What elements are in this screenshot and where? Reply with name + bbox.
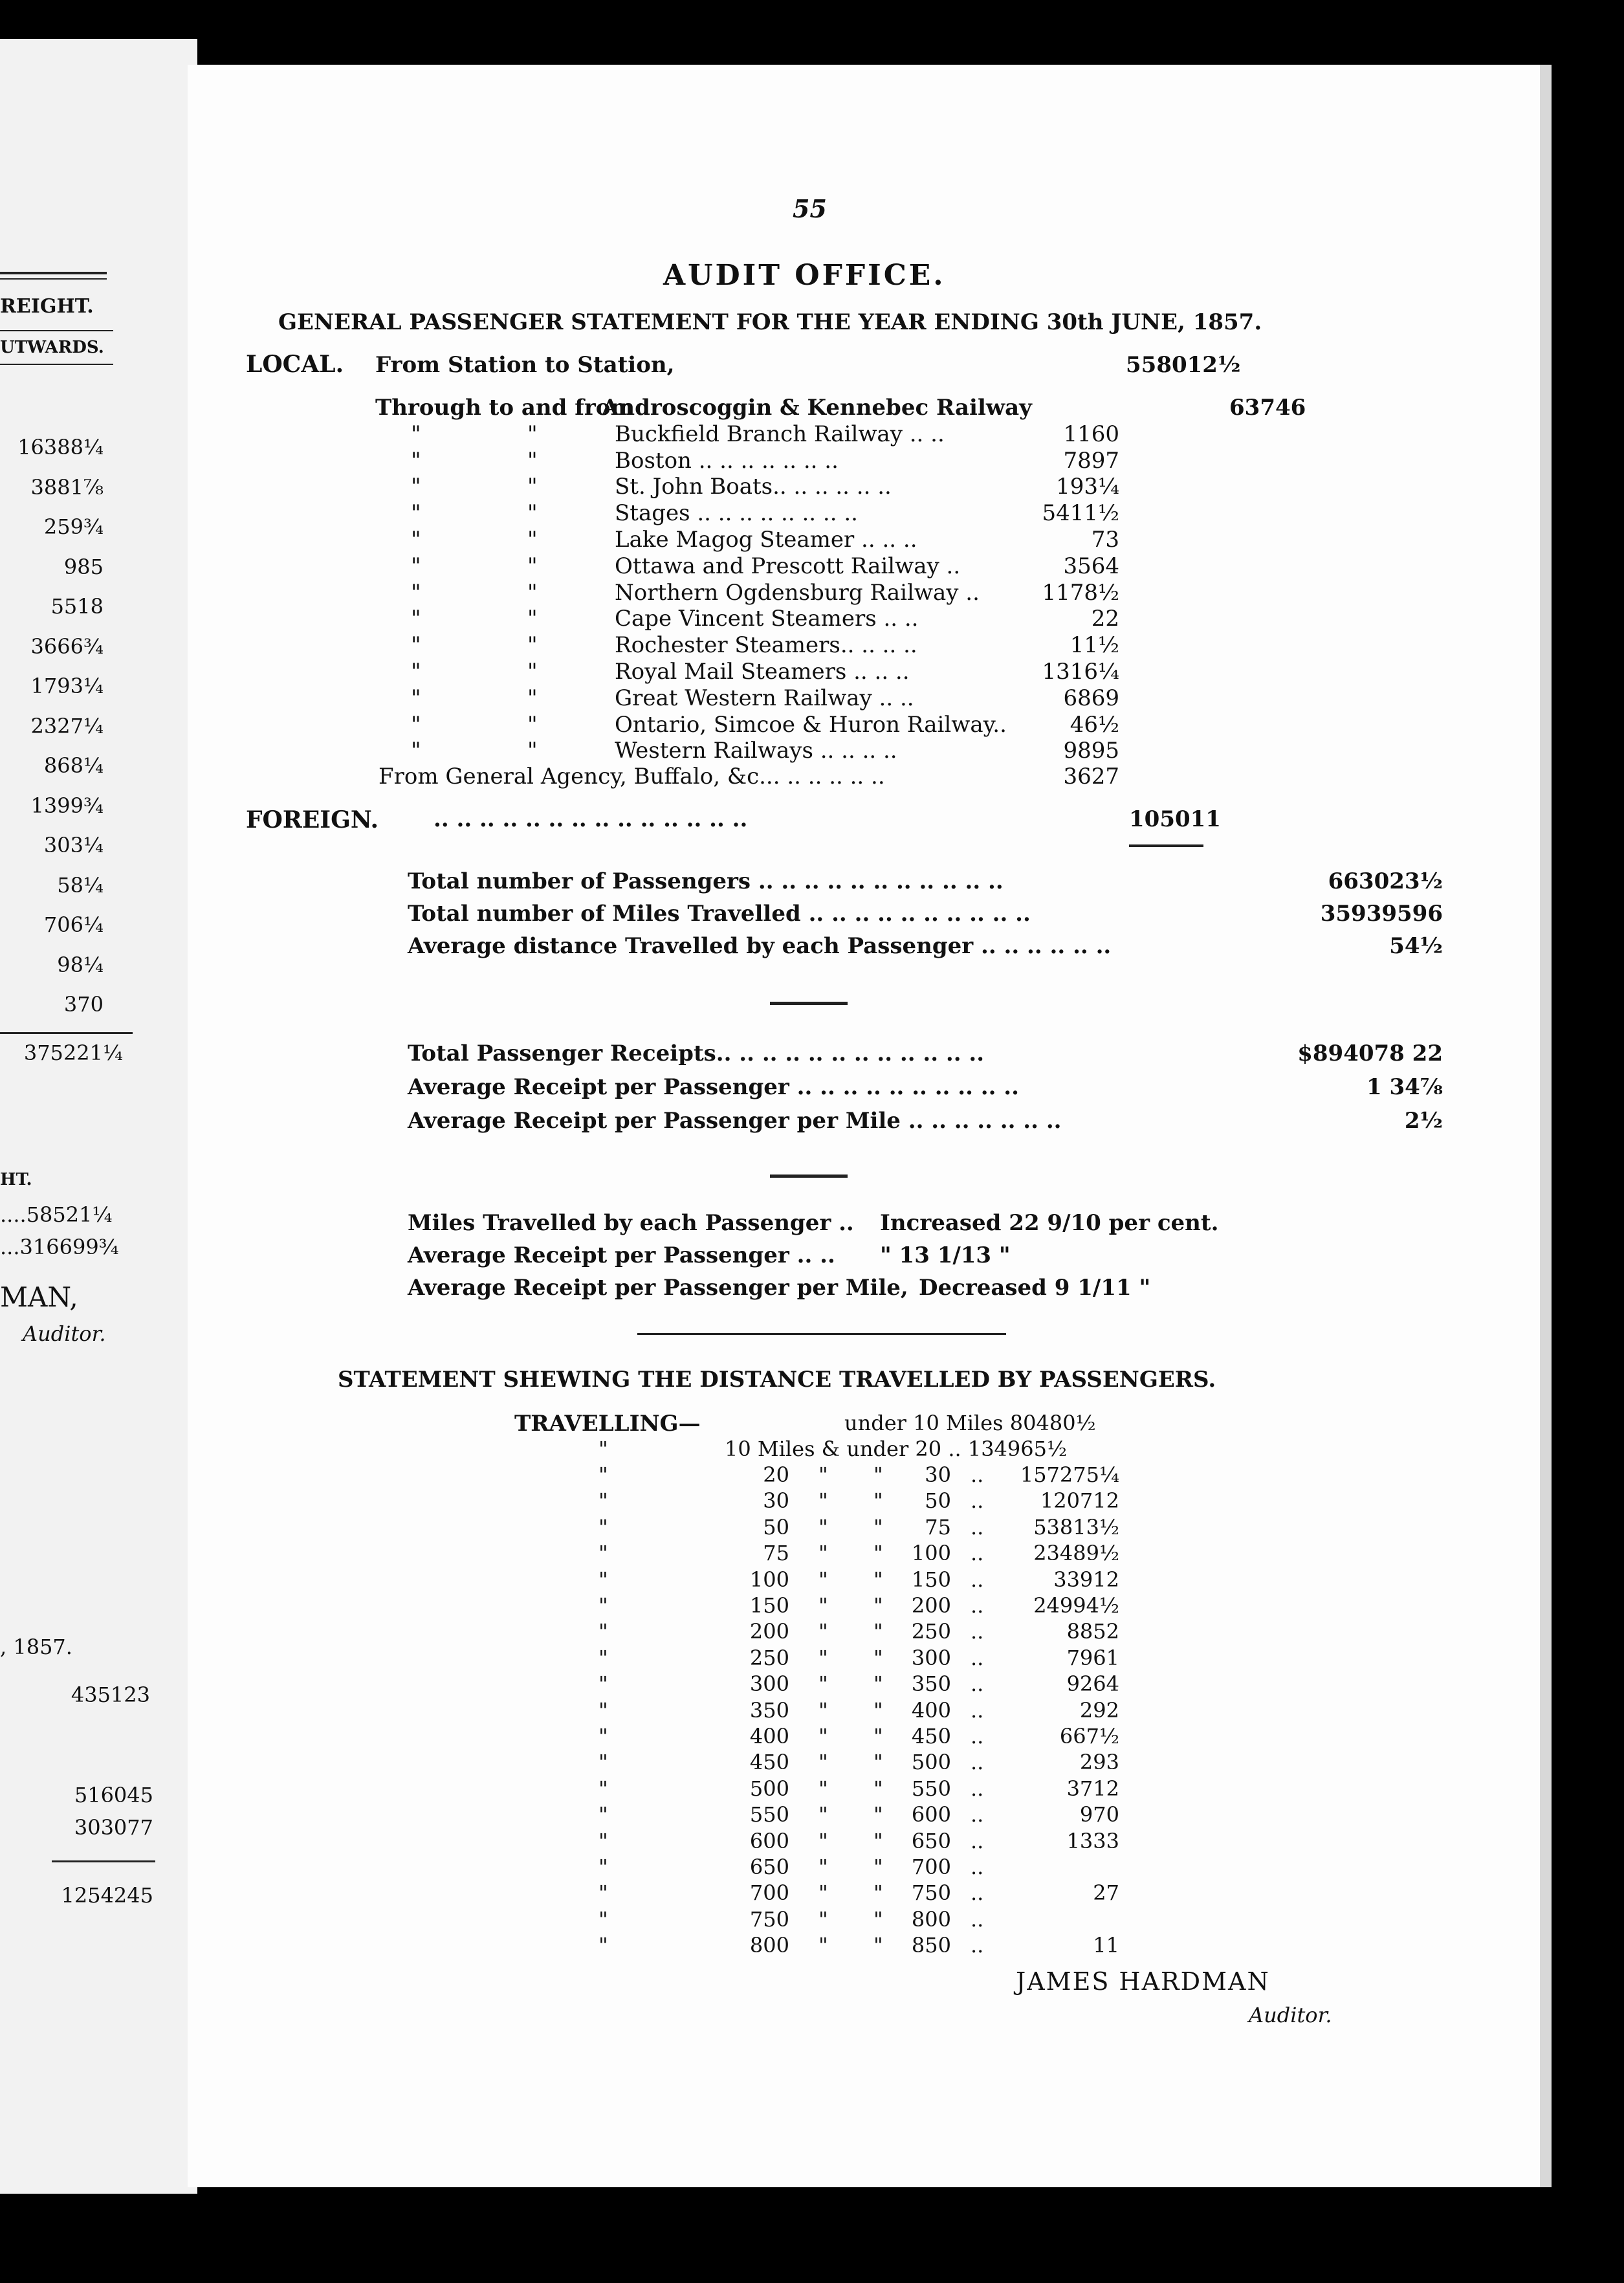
distance-from: 50 xyxy=(763,1514,789,1539)
ditto-mark: " xyxy=(818,1619,828,1644)
ditto-mark: " xyxy=(598,1855,608,1879)
distance-second-row: 10 Miles & under 20 .. 134965½ xyxy=(725,1437,1067,1461)
ditto-mark: " xyxy=(411,500,421,527)
ht-label: HT. xyxy=(0,1170,32,1189)
route-value: 1178½ xyxy=(1042,579,1119,606)
ditto-mark: " xyxy=(598,1724,608,1748)
freight-heading: REIGHT. xyxy=(0,295,94,318)
ditto-mark: " xyxy=(818,1776,828,1801)
total-label: Total number of Miles Travelled .. .. .. .. .. .. .. .. .. .. xyxy=(408,901,1031,927)
outwards-heading: UTWARDS. xyxy=(0,338,104,357)
divider xyxy=(0,278,107,280)
ditto-mark: " xyxy=(527,685,538,711)
dot-leader: .. xyxy=(971,1828,984,1853)
distance-value: 33912 xyxy=(1053,1567,1119,1592)
ditto-mark: " xyxy=(598,1750,608,1775)
change-value: Increased 22 9/10 per cent. xyxy=(880,1210,1219,1236)
freight-value: 16388¼ xyxy=(17,435,104,459)
ditto-mark: " xyxy=(818,1828,828,1853)
route-value: 63746 xyxy=(1229,395,1306,421)
route-value: 3564 xyxy=(1063,553,1119,579)
distance-from: 550 xyxy=(749,1802,789,1827)
route-name: Ontario, Simcoe & Huron Railway.. xyxy=(615,711,1007,738)
ditto-mark: " xyxy=(411,606,421,632)
ditto-mark: " xyxy=(411,659,421,685)
distance-from: 75 xyxy=(763,1541,789,1566)
dot-leader: .. xyxy=(971,1933,984,1958)
freight-value: 1399¾ xyxy=(30,793,104,818)
local-label: LOCAL. xyxy=(246,351,344,378)
ditto-mark: " xyxy=(873,1933,883,1958)
change-label: Average Receipt per Passenger .. .. xyxy=(408,1242,835,1268)
divider xyxy=(770,1002,848,1005)
ditto-mark: " xyxy=(527,421,538,447)
distance-from: 800 xyxy=(749,1933,789,1958)
dot-leader: .. xyxy=(971,1880,984,1906)
distance-value: 27 xyxy=(1093,1880,1119,1906)
ditto-mark: " xyxy=(873,1645,883,1670)
route-value: 1316¼ xyxy=(1042,659,1119,685)
ditto-mark: " xyxy=(527,632,538,659)
main-page xyxy=(188,65,1552,2187)
freight-total: 375221¼ xyxy=(23,1041,123,1065)
man-label: MAN, xyxy=(0,1281,78,1313)
distance-to: 150 xyxy=(911,1567,951,1592)
left-value-1: 435123 xyxy=(71,1682,150,1707)
route-name: Cape Vincent Steamers .. .. xyxy=(615,606,919,632)
distance-from: 200 xyxy=(749,1619,789,1644)
ditto-mark: " xyxy=(818,1933,828,1958)
freight-value: 3881⅞ xyxy=(30,474,104,500)
route-name: Great Western Railway .. .. xyxy=(615,685,914,711)
distance-to: 100 xyxy=(911,1541,951,1566)
ditto-mark: " xyxy=(527,606,538,632)
distance-value: 11 xyxy=(1093,1933,1119,1958)
distance-from: 400 xyxy=(749,1724,789,1748)
distance-value: 9264 xyxy=(1066,1671,1119,1697)
distance-first-row: under 10 Miles 80480½ xyxy=(844,1411,1096,1435)
signature-title: Auditor. xyxy=(1249,2003,1332,2027)
change-label: Average Receipt per Passenger per Mile, xyxy=(408,1275,908,1301)
distance-value: 8852 xyxy=(1066,1619,1119,1644)
through-label: Through to and from xyxy=(375,395,634,421)
ditto-mark: " xyxy=(411,738,421,764)
dot-leader: .. xyxy=(971,1855,984,1879)
ditto-mark: " xyxy=(873,1880,883,1906)
route-name: Stages .. .. .. .. .. .. .. .. xyxy=(615,500,858,527)
dot-leader: .. xyxy=(971,1802,984,1827)
foreign-label: FOREIGN. xyxy=(246,806,379,833)
left-line-2: ...316699¾ xyxy=(0,1235,119,1259)
distance-to: 250 xyxy=(911,1619,951,1644)
distance-from: 150 xyxy=(749,1593,789,1618)
ditto-mark: " xyxy=(818,1462,828,1487)
distance-title: STATEMENT SHEWING THE DISTANCE TRAVELLED BY PASSENGERS. xyxy=(338,1367,1216,1393)
distance-to: 75 xyxy=(925,1514,951,1539)
distance-from: 250 xyxy=(749,1645,789,1670)
ditto-mark: " xyxy=(818,1645,828,1670)
distance-to: 450 xyxy=(911,1724,951,1748)
dot-leader: .. xyxy=(971,1906,984,1932)
route-value: 6869 xyxy=(1063,685,1119,711)
route-value: 7897 xyxy=(1063,447,1119,474)
ditto-mark: " xyxy=(818,1488,828,1514)
left-page-fragment xyxy=(0,39,197,2194)
ditto-mark: " xyxy=(873,1724,883,1748)
ditto-mark: " xyxy=(411,711,421,738)
left-value-3: 303077 xyxy=(74,1815,153,1840)
dot-leader: .. xyxy=(971,1541,984,1566)
ditto-mark: " xyxy=(873,1828,883,1853)
ditto-mark: " xyxy=(873,1593,883,1618)
divider xyxy=(0,1032,133,1034)
dot-leader: .. xyxy=(971,1567,984,1592)
distance-to: 850 xyxy=(911,1933,951,1958)
route-name: Northern Ogdensburg Railway .. xyxy=(615,579,980,606)
ditto-mark: " xyxy=(598,1802,608,1827)
divider xyxy=(770,1175,848,1178)
ditto-mark: " xyxy=(527,659,538,685)
ditto-mark: " xyxy=(818,1880,828,1906)
ditto-mark: " xyxy=(598,1541,608,1566)
route-name: St. John Boats.. .. .. .. .. .. xyxy=(615,474,892,500)
distance-value: 53813½ xyxy=(1033,1514,1119,1539)
total-label: Average distance Travelled by each Passenger .. .. .. .. .. .. xyxy=(408,933,1112,959)
distance-to: 550 xyxy=(911,1776,951,1801)
ditto-mark: " xyxy=(873,1750,883,1775)
divider xyxy=(52,1860,155,1862)
station-to-station-value: 558012½ xyxy=(1126,352,1241,378)
distance-value: 293 xyxy=(1079,1750,1119,1775)
page-number: 55 xyxy=(793,194,827,223)
freight-value: 2327¼ xyxy=(30,713,104,738)
ditto-mark: " xyxy=(598,1880,608,1906)
ditto-mark: " xyxy=(411,474,421,500)
route-value: 22 xyxy=(1091,606,1119,632)
divider xyxy=(0,364,113,365)
dot-leader: .. xyxy=(971,1776,984,1801)
ditto-mark: " xyxy=(527,500,538,527)
distance-from: 700 xyxy=(749,1880,789,1906)
divider xyxy=(1129,844,1203,847)
route-value: 5411½ xyxy=(1042,500,1119,527)
ditto-mark: " xyxy=(527,579,538,606)
ditto-mark: " xyxy=(818,1750,828,1775)
ditto-mark: " xyxy=(818,1593,828,1618)
freight-value: 3666¾ xyxy=(30,634,104,659)
change-value: " 13 1/13 " xyxy=(880,1242,1011,1268)
statement-title: GENERAL PASSENGER STATEMENT FOR THE YEAR ENDING 30th JUNE, 1857. xyxy=(278,309,1262,335)
distance-to: 600 xyxy=(911,1802,951,1827)
divider xyxy=(637,1333,1006,1335)
distance-value: 3712 xyxy=(1066,1776,1119,1801)
station-to-station-label: From Station to Station, xyxy=(375,352,675,378)
distance-from: 20 xyxy=(763,1462,789,1487)
ditto-mark: " xyxy=(598,1671,608,1697)
ditto-mark: " xyxy=(873,1906,883,1932)
ditto-mark: " xyxy=(873,1462,883,1487)
ditto-mark: " xyxy=(598,1906,608,1932)
distance-from: 450 xyxy=(749,1750,789,1775)
distance-from: 600 xyxy=(749,1828,789,1853)
signature-name: JAMES HARDMAN xyxy=(1016,1967,1270,1996)
ditto-mark: " xyxy=(873,1514,883,1539)
receipt-label: Total Passenger Receipts.. .. .. .. .. .. .. .. .. .. .. .. xyxy=(408,1041,985,1066)
ditto-mark: " xyxy=(873,1488,883,1514)
office-title: AUDIT OFFICE. xyxy=(663,259,946,292)
distance-from: 350 xyxy=(749,1697,789,1723)
distance-from: 500 xyxy=(749,1776,789,1801)
route-name: Rochester Steamers.. .. .. .. xyxy=(615,632,917,659)
ditto-mark: " xyxy=(818,1541,828,1566)
route-value: 9895 xyxy=(1063,738,1119,764)
distance-from: 650 xyxy=(749,1855,789,1879)
ditto-mark: " xyxy=(818,1697,828,1723)
freight-value: 303¼ xyxy=(43,833,104,857)
change-label: Miles Travelled by each Passenger .. xyxy=(408,1210,854,1236)
total-label: Total number of Passengers .. .. .. .. .. .. .. .. .. .. .. xyxy=(408,868,1004,894)
ditto-mark: " xyxy=(598,1697,608,1723)
ditto-mark: " xyxy=(873,1541,883,1566)
distance-value: 667½ xyxy=(1059,1724,1119,1748)
agency-value: 3627 xyxy=(1063,764,1119,789)
distance-value: 7961 xyxy=(1066,1645,1119,1670)
ditto-mark: " xyxy=(598,1828,608,1853)
total-value: 35939596 xyxy=(1320,901,1443,927)
ditto-mark: " xyxy=(411,553,421,579)
ditto-mark: " xyxy=(598,1619,608,1644)
route-name: Western Railways .. .. .. .. xyxy=(615,738,897,764)
dot-leader: .. xyxy=(971,1750,984,1775)
receipt-value: 1 34⅞ xyxy=(1366,1074,1443,1100)
ditto-mark: " xyxy=(598,1462,608,1487)
distance-to: 50 xyxy=(925,1488,951,1514)
distance-value: 157275¼ xyxy=(1020,1462,1119,1487)
ditto-mark: " xyxy=(598,1776,608,1801)
ditto-mark: " xyxy=(818,1514,828,1539)
ditto-mark: " xyxy=(411,421,421,447)
total-value: 663023½ xyxy=(1328,868,1443,894)
dot-leader: .. xyxy=(971,1514,984,1539)
ditto-mark: " xyxy=(818,1567,828,1592)
ditto-mark: " xyxy=(411,632,421,659)
travelling-label: TRAVELLING— xyxy=(514,1411,701,1437)
ditto-mark: " xyxy=(527,553,538,579)
ditto-mark: " xyxy=(527,474,538,500)
change-value: Decreased 9 1/11 " xyxy=(919,1275,1151,1301)
receipt-label: Average Receipt per Passenger per Mile .. .. .. .. .. .. .. xyxy=(408,1108,1062,1134)
freight-value: 706¼ xyxy=(43,912,104,937)
ditto-mark: " xyxy=(598,1437,608,1461)
distance-to: 400 xyxy=(911,1697,951,1723)
route-value: 1160 xyxy=(1063,421,1119,447)
distance-to: 800 xyxy=(911,1906,951,1932)
freight-value: 1793¼ xyxy=(30,674,104,698)
dot-leader: .. xyxy=(971,1488,984,1514)
left-value-4: 1254245 xyxy=(61,1883,153,1908)
receipt-value: 2½ xyxy=(1404,1108,1443,1134)
distance-to: 750 xyxy=(911,1880,951,1906)
freight-value: 5518 xyxy=(50,594,104,619)
ditto-mark: " xyxy=(527,447,538,474)
divider xyxy=(0,330,113,331)
freight-value: 370 xyxy=(63,992,104,1017)
ditto-mark: " xyxy=(598,1488,608,1514)
freight-value: 98¼ xyxy=(57,952,104,977)
ditto-mark: " xyxy=(818,1906,828,1932)
route-value: 73 xyxy=(1091,527,1119,553)
dot-leader: .. xyxy=(971,1671,984,1697)
dot-leader: .. xyxy=(971,1697,984,1723)
dot-leader: .. xyxy=(971,1593,984,1618)
distance-from: 750 xyxy=(749,1906,789,1932)
ditto-mark: " xyxy=(818,1802,828,1827)
distance-to: 500 xyxy=(911,1750,951,1775)
ditto-mark: " xyxy=(873,1802,883,1827)
ditto-mark: " xyxy=(527,738,538,764)
foreign-dots: .. .. .. .. .. .. .. .. .. .. .. .. .. .. xyxy=(433,806,748,832)
ditto-mark: " xyxy=(527,527,538,553)
ditto-mark: " xyxy=(598,1645,608,1670)
ditto-mark: " xyxy=(873,1855,883,1879)
route-value: 11½ xyxy=(1070,632,1119,659)
dot-leader: .. xyxy=(971,1645,984,1670)
ditto-mark: " xyxy=(411,447,421,474)
agency-label: From General Agency, Buffalo, &c... .. .. .. .. .. xyxy=(379,764,885,789)
left-value-2: 516045 xyxy=(74,1783,153,1807)
dot-leader: .. xyxy=(971,1619,984,1644)
ditto-mark: " xyxy=(818,1671,828,1697)
ditto-mark: " xyxy=(411,685,421,711)
ditto-mark: " xyxy=(873,1619,883,1644)
divider xyxy=(0,272,107,274)
route-value: 46½ xyxy=(1070,711,1119,738)
freight-value: 985 xyxy=(63,554,104,579)
freight-value: 868¼ xyxy=(43,753,104,778)
ditto-mark: " xyxy=(818,1855,828,1879)
ditto-mark: " xyxy=(873,1697,883,1723)
ditto-mark: " xyxy=(873,1776,883,1801)
distance-value: 292 xyxy=(1079,1697,1119,1723)
left-line-1: ....58521¼ xyxy=(0,1202,113,1227)
total-value: 54½ xyxy=(1389,933,1443,959)
distance-to: 30 xyxy=(925,1462,951,1487)
distance-value: 24994½ xyxy=(1033,1593,1119,1618)
distance-to: 650 xyxy=(911,1828,951,1853)
date-label: , 1857. xyxy=(0,1635,72,1659)
route-name: Buckfield Branch Railway .. .. xyxy=(615,421,945,447)
route-value: 193¼ xyxy=(1056,474,1119,500)
distance-to: 200 xyxy=(911,1593,951,1618)
distance-from: 30 xyxy=(763,1488,789,1514)
receipt-value: $894078 22 xyxy=(1297,1041,1443,1066)
distance-from: 100 xyxy=(749,1567,789,1592)
ditto-mark: " xyxy=(873,1671,883,1697)
distance-to: 300 xyxy=(911,1645,951,1670)
ditto-mark: " xyxy=(598,1933,608,1958)
ditto-mark: " xyxy=(527,711,538,738)
distance-value: 120712 xyxy=(1040,1488,1119,1514)
route-name: Androscoggin & Kennebec Railway xyxy=(602,395,1032,421)
freight-value: 58¼ xyxy=(57,872,104,898)
distance-to: 700 xyxy=(911,1855,951,1879)
dot-leader: .. xyxy=(971,1462,984,1487)
ditto-mark: " xyxy=(411,527,421,553)
distance-from: 300 xyxy=(749,1671,789,1697)
route-name: Ottawa and Prescott Railway .. xyxy=(615,553,961,579)
receipt-label: Average Receipt per Passenger .. .. .. .. .. .. .. .. .. .. xyxy=(408,1074,1019,1100)
foreign-value: 105011 xyxy=(1129,806,1221,832)
ditto-mark: " xyxy=(411,579,421,606)
ditto-mark: " xyxy=(873,1567,883,1592)
route-name: Boston .. .. .. .. .. .. .. xyxy=(615,447,839,474)
distance-value: 970 xyxy=(1079,1802,1119,1827)
dot-leader: .. xyxy=(971,1724,984,1748)
route-name: Royal Mail Steamers .. .. .. xyxy=(615,659,910,685)
ditto-mark: " xyxy=(598,1567,608,1592)
distance-to: 350 xyxy=(911,1671,951,1697)
auditor-label: Auditor. xyxy=(23,1321,106,1346)
distance-value: 1333 xyxy=(1066,1828,1119,1853)
ditto-mark: " xyxy=(818,1724,828,1748)
freight-value: 259¾ xyxy=(43,514,104,539)
distance-value: 23489½ xyxy=(1033,1541,1119,1566)
ditto-mark: " xyxy=(598,1593,608,1618)
ditto-mark: " xyxy=(598,1514,608,1539)
route-name: Lake Magog Steamer .. .. .. xyxy=(615,527,917,553)
